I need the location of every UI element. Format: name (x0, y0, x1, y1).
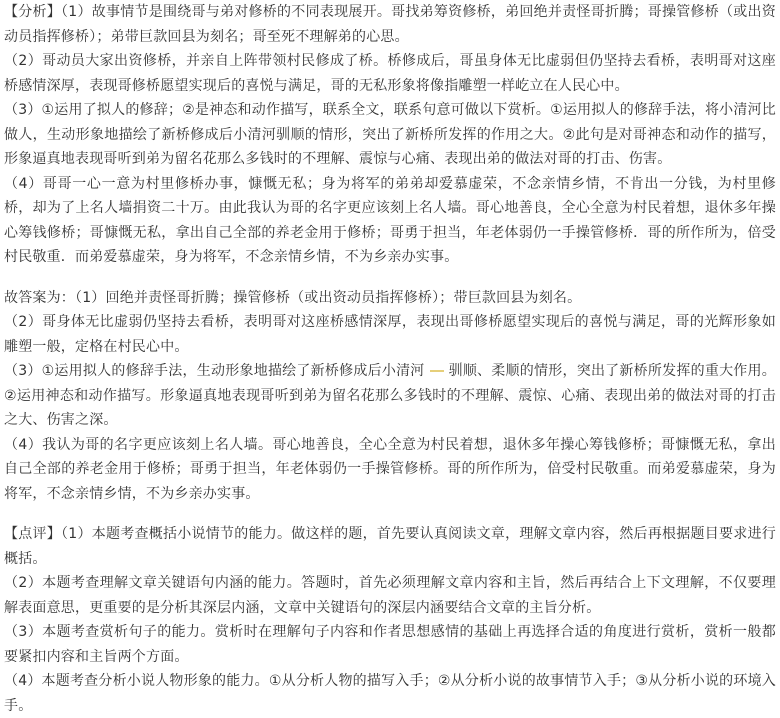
analysis-text-1: （1）故事情节是围绕哥与弟对修桥的不同表现展开。哥找弟筹资修桥，弟回绝并责怪哥折腾；哥操管修桥（或出资动员指挥修桥）；弟带巨款回县为刻名；哥至死不理解弟的心思。 (4, 4, 776, 45)
answer-text-3b: 驯顺、柔顺的情形，突出了新桥所发挥的重大作用。②运用神态和动作描写。形象逼真地表现哥听到弟为留名花那么多钱时的不理解、震惊、心痛、表现出弟的做法对哥的打击之大、伤害之深。 (4, 363, 776, 428)
comment-label: 【点评】 (4, 526, 62, 542)
comment-paragraph-4: （4）本题考查分析小说人物形象的能力。①从分析人物的描写入手；②从分析小说的故事情节入手；③从分析小说的环境入手。 (4, 673, 776, 714)
answer-paragraph-3 (4, 359, 776, 433)
answer-paragraph-2: （2）哥身体无比虚弱仍坚持去看桥，表明哥对这座桥感情深厚，表现出哥修桥愿望实现后的喜悦与满足，哥的光辉形象如雕塑一般，定格在村民心中。 (4, 314, 776, 355)
analysis-paragraph-2: （2）哥动员大家出资修桥，并亲自上阵带领村民修成了桥。桥修成后，哥虽身体无比虚弱但仍坚持去看桥，表明哥对这座桥感情深厚，表现哥修桥愿望实现后的喜悦与满足，哥的无私形象将像指雕塑一样屹立在人民心中。 (4, 53, 776, 94)
answer-paragraph-1: 故答案为：（1）回绝并责怪哥折腾；操管修桥（或出资动员指挥修桥）；带巨款回县为刻名。 (4, 289, 582, 306)
answer-section (4, 286, 776, 507)
comment-paragraph-2: （2）本题考查理解文章关键语句内涵的能力。答题时，首先必须理解文章内容和主旨，然后再结合上下文理解，不仅要理解表面意思，更重要的是分析其深层内涵，文章中关键语句的深层内涵要结合文章的主旨分析。 (4, 575, 776, 616)
comment-text-1: （1）本题考查概括小说情节的能力。做这样的题，首先要认真阅读文章，理解文章内容，然后再根据题目要求进行概括。 (4, 526, 776, 567)
analysis-paragraph-4: （4）哥哥一心一意为村里修桥办事，慷慨无私；身为将军的弟弟却爱慕虚荣，不念亲情乡情，不肯出一分钱，为村里修桥，却为了上名人墙捐资二十万。由此我认为哥的名字更应该刻上名人墙。哥心地善良，全心全意为村民着想，退休多年操心筹钱修桥；哥慷慨无私，拿出自己全部的养老金用于修桥；哥勇于担当，年老体弱仍一手操管修桥．哥的所作所为，倍受村民敬重．而弟爱慕虚荣，身为将军，不念亲情乡情，不为乡亲办实事。 (4, 175, 776, 265)
underline-blank-mark (430, 370, 444, 372)
analysis-paragraph-3: （3）①运用了拟人的修辞；②是神态和动作描写，联系全文，联系句意可做以下赏析。①运用拟人的修辞手法，将小清河比做人，生动形象地描绘了新桥修成后小清河驯顺的情形，突出了新桥所发挥的作用之大。②此句是对哥神态和动作的描写，形象逼真地表现哥听到弟为留名花那么多钱时的不理解、震惊与心痛、表现出弟的做法对哥的打击、伤害。 (4, 102, 776, 167)
answer-text-3a: （3）①运用拟人的修辞手法，生动形象地描绘了新桥修成后小清河 (4, 363, 425, 379)
comment-section (4, 522, 776, 718)
answer-paragraph-4: （4）我认为哥的名字更应该刻上名人墙。哥心地善良，全心全意为村民着想，退休多年操心筹钱修桥；哥慷慨无私，拿出自己全部的养老金用于修桥；哥勇于担当，年老体弱仍一手操管修桥。哥的所作所为，倍受村民敬重。而弟爱慕虚荣，身为将军，不念亲情乡情，不为乡亲办实事。 (4, 436, 776, 502)
analysis-label: 【分析】 (4, 4, 62, 20)
comment-paragraph-3: （3）本题考查赏析句子的能力。赏析时在理解句子内容和作者思想感情的基础上再选择合适的角度进行赏析，赏析一般都要紧扣内容和主旨两个方面。 (4, 624, 776, 665)
comment-paragraph-1 (4, 522, 776, 571)
analysis-paragraph-1 (4, 0, 776, 49)
analysis-section (4, 0, 776, 270)
